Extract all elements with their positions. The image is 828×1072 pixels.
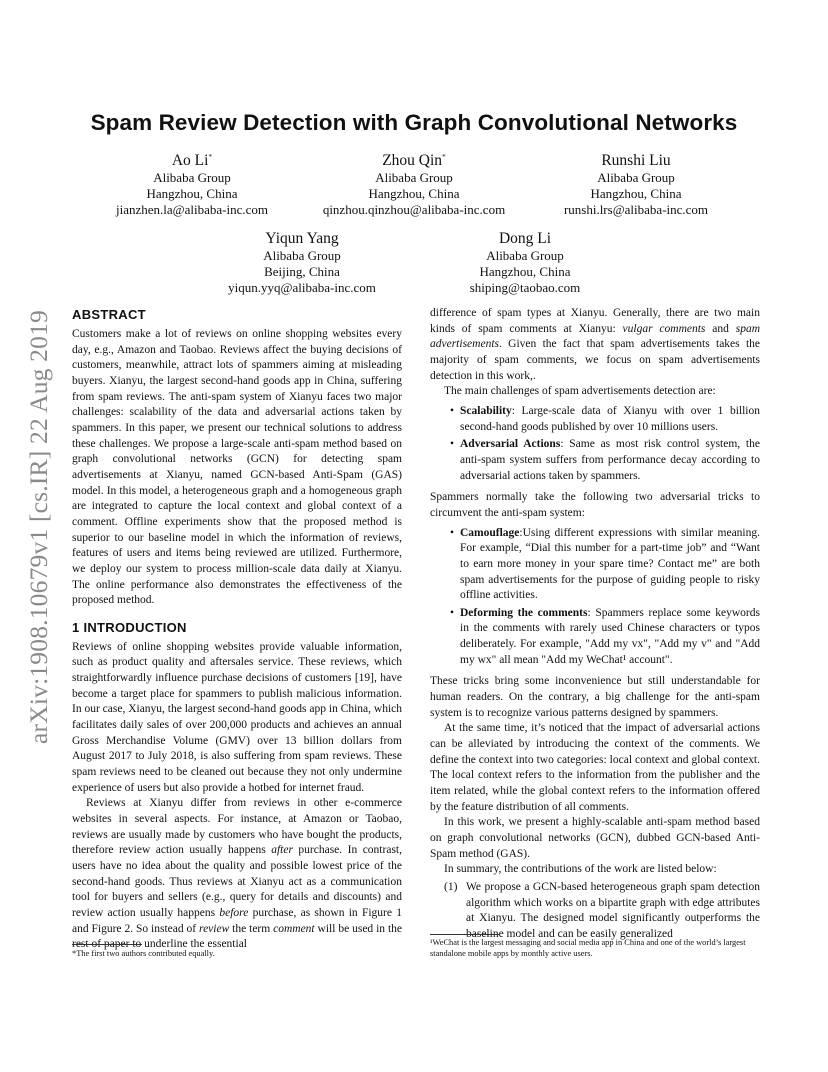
author-location: Hangzhou, China [368,186,460,202]
author-name: Dong Li [498,230,552,247]
author-name: Ao Li* [171,151,213,169]
author-block [526,151,746,219]
author-block [304,151,524,219]
arxiv-identifier: arXiv:1908.10679v1 [cs.IR] 22 Aug 2019 [24,310,53,744]
author-affiliation: Alibaba Group [597,170,675,185]
author-location: Beijing, China [264,264,340,280]
footnote-rule [72,944,142,945]
author-email: jianzhen.la@alibaba-inc.com [115,202,268,218]
author-affiliation: Alibaba Group [375,170,453,185]
intro-paragraph: Reviews at Xianyu differ from reviews in other e-commerce websites in several aspects. For instance, at Amazon or Taobao, reviews are usually made by customers who have bought the products, therefore review action usually happens after purchase. In contrast, users have no idea about the quality and possible lowest price of the second-hand goods. Thus reviews at Xianyu act as a communication tool for buyers and sellers (e.g., query for details and discounts) and review action usually happens before purchase, as shown in Figure 1 and Figure 2. So instead of review the term comment will be used in the rest of paper to underline the essential [72,797,402,951]
body-paragraph: Spammers normally take the following two adversarial tricks to circumvent the anti-spam system: [430,491,760,519]
paper-title: Spam Review Detection with Graph Convolutional Networks [90,110,738,135]
abstract-text: Customers make a lot of reviews on online shopping websites every day, e.g., Amazon and Taobao. Reviews affect the buying decisions of customers, meanwhile, attract lots of spammers aiming at misleading buyers. Xianyu, the largest second-hand goods app in China, suffering from spam reviews. The anti-spam system of Xianyu faces two major challenges: scalability of the data and adversarial actions taken by spammers. In this paper, we present our technical solutions to address these challenges. We propose a large-scale anti-spam method based on graph convolutional networks (GCN) for detecting spam advertisements at Xianyu, named GCN-based Anti-Spam (GAS) model. In this model, a heterogeneous graph and a homogeneous graph are integrated to capture the local context and global context of a comment. Offline experiments show that the proposed method is superior to our baseline model in which the information of reviews, features of users and items being reviewed are utilized. Furthermore, we deploy our system to process million-scale data daily at Xianyu. The online performance also demonstrates the effectiveness of the proposed method. [72,328,402,607]
author-block [415,229,635,297]
body-paragraph: In summary, the contributions of the work are listed below: [444,863,717,876]
author-email: runshi.lrs@alibaba-inc.com [563,202,709,218]
author-email: yiqun.yyq@alibaba-inc.com [228,280,376,296]
author-affiliation: Alibaba Group [263,248,341,263]
author-email: shiping@taobao.com [469,280,581,296]
footnote-right: ¹WeChat is the largest messaging and social media app in China and one of the world’s largest standalone mobile apps by monthly active users. [430,938,746,958]
body-paragraph: In this work, we present a highly-scalable anti-spam method based on graph convolutional networks (GCN), dubbed GCN-based Anti-Spam method (GAS). [430,816,760,860]
body-paragraph: difference of spam types at Xianyu. Generally, there are two main kinds of spam comments at Xianyu: vulgar comments and spam advertisements. Given the fact that spam advertisements takes the majority of spam comments, we focus on spam advertisements detection in this work,. [430,307,761,382]
list-item: • Scalability: Large-scale data of Xianyu with over 1 billion second-hand goods published by over 10 millions users. [430,404,760,435]
author-name: Yiqun Yang [265,230,339,247]
intro-paragraph: Reviews of online shopping websites provide valuable information, such as product quality and aftersales service. These reviews, which straightforwardly influence purchase decisions of customers [19], have become a target place for spammers to publish malicious information. In our case, Xianyu, the largest second-hand goods app in China, which facilitates daily sales of over 200,000 products and achieves an annual Gross Merchandise Volume (GMV) over 13 billion dollars from August 2017 to July 2018, is also suffering from spam reviews. These spam reviews need to be cleaned out because they not only undermine experience of users but also provide a hotbed for internet fraud. [72,640,403,794]
arxiv-sidebar [24,292,54,762]
author-affiliation: Alibaba Group [486,248,564,263]
introduction-heading: 1 INTRODUCTION [72,619,187,635]
author-name: Zhou Qin* [382,151,446,169]
author-affiliation: Alibaba Group [153,170,231,185]
author-block [192,229,412,297]
body-paragraph: The main challenges of spam advertisements detection are: [444,385,716,398]
author-name: Runshi Liu [601,152,671,169]
body-paragraph: These tricks bring some inconvenience but still understandable for human readers. On the contrary, a big challenge for the anti-spam system is to recognize various patterns designed by spammers. [430,675,760,719]
list-item: • Deforming the comments: Spammers replace some keywords in the comments with rarely used Chinese characters or typos deliberately. For example, "Add my vx", "Add my v" and "Add my wx" all mean "Add my WeChat¹ account". [430,606,760,669]
author-location: Hangzhou, China [479,264,571,280]
list-item: • Camouflage:Using different expressions with similar meaning. For example, “Dial this number for a part-time job” and “Want to earn more money in your spare time? Contact me” are both spam advertisements for the purpose of guiding people to risky offline activities. [430,526,760,604]
author-location: Hangzhou, China [146,186,238,202]
footnote-left: *The first two authors contributed equally. [72,949,215,958]
challenges-list [430,404,760,484]
author-email: qinzhou.qinzhou@alibaba-inc.com [322,202,506,218]
author-block [82,151,302,219]
right-column [430,306,760,943]
tricks-list [430,526,760,669]
footnote-rule [430,934,500,935]
author-location: Hangzhou, China [590,186,682,202]
list-item: • Adversarial Actions: Same as most risk control system, the anti-spam system suffers from performance decay according to adversarial actions taken by spammers. [430,437,760,484]
list-item: (1) We propose a GCN-based heterogeneous graph spam detection algorithm which works on a bipartite graph with edge attributes at Xianyu. The designed model significantly outperforms the baseline model and can be easily generalized [444,880,760,940]
left-column [72,306,402,953]
body-paragraph: At the same time, it’s noticed that the impact of adversarial actions can be alleviated by introducing the context of the comments. We define the context into two categories: local context and global context. The local context refers to the information from the publisher and the item related, while the global context refers to the information offered by the feature distribution of all comments. [430,722,760,813]
abstract-heading: ABSTRACT [72,307,146,322]
